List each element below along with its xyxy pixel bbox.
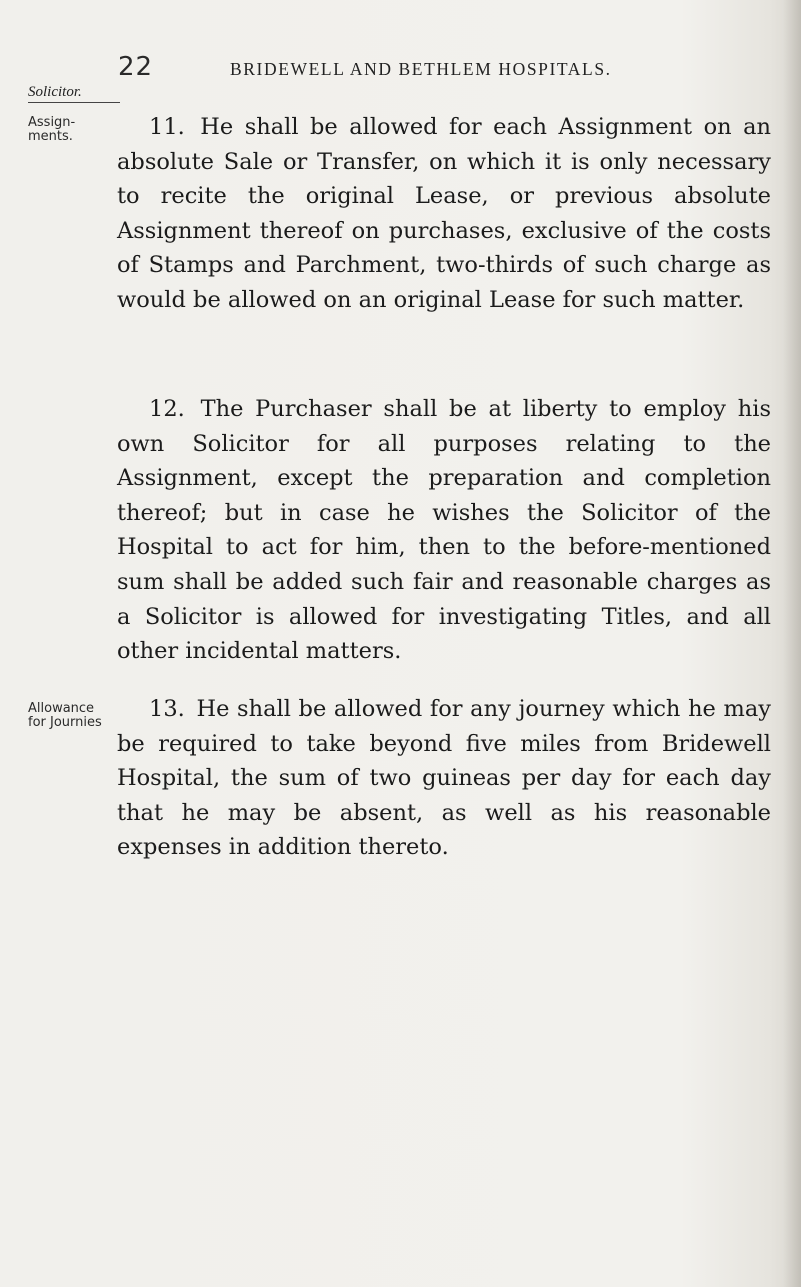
running-head (118, 52, 648, 86)
page-edge-shadow (783, 0, 801, 1287)
margin-note-assignments: Assign- ments. (28, 115, 76, 144)
paragraph-number: 11. (149, 114, 185, 140)
paragraph-text: He shall be allowed for each Assignment on an absolute Sale or Transfer, on which it is only necessary to recite the original Lease, or previous absolute Assignment thereof on purchases, exclusive of the costs of Stamps and Parchment, two-thirds of such charge as would be allowed on an original Lease for such matter. (117, 114, 771, 313)
paragraph-11 (117, 110, 771, 318)
page-number: 22 (118, 52, 154, 82)
paragraph-number: 13. (149, 696, 185, 722)
paragraph-13 (117, 692, 771, 865)
running-title: BRIDEWELL AND BETHLEM HOSPITALS. (230, 59, 612, 79)
paragraph-text: The Purchaser shall be at liberty to employ his own Solicitor for all purposes relating to the Assignment, except the preparation and completion thereof; but in case he wishes the Solicitor of the Hospital to act for him, then to the before-mentioned sum shall be added such fair and reasonable charges as a Solicitor is allowed for investigating Titles, and all other incidental matters. (117, 396, 772, 665)
margin-note-journies: Allowance for Journies (28, 701, 102, 730)
paragraph-text: He shall be allowed for any journey which he may be required to take beyond five miles from Bridewell Hospital, the sum of two guineas per day for each day that he may be absent, as well as his reasonable expenses in addition thereto. (117, 696, 771, 861)
paragraph-12 (117, 392, 771, 669)
paragraph-number: 12. (149, 396, 185, 422)
side-heading-rule (28, 102, 120, 103)
side-heading: Solicitor. (28, 84, 82, 100)
